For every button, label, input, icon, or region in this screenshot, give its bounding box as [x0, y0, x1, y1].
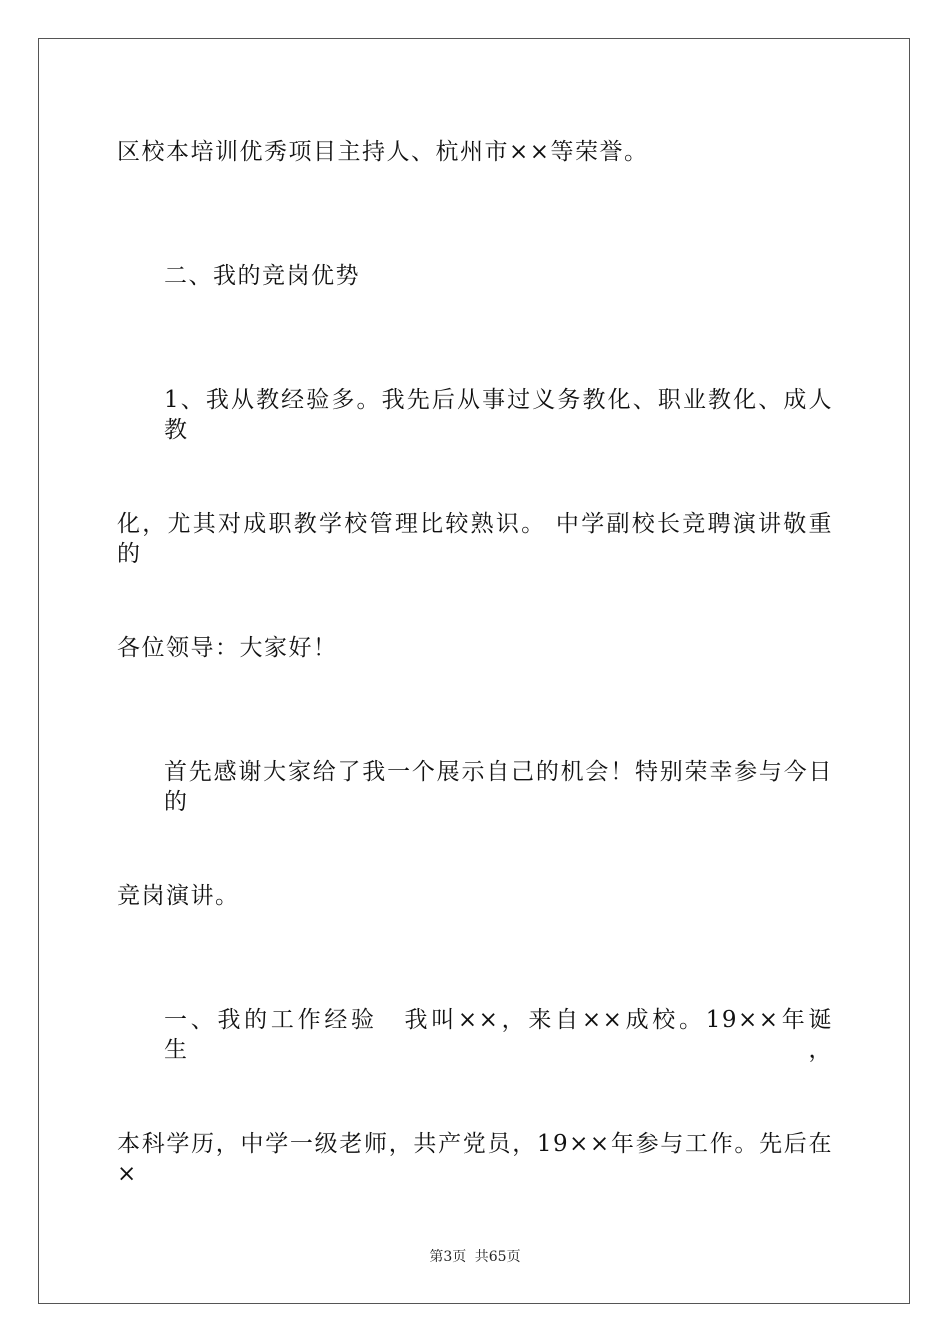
text-line-4: 化，尤其对成职教学校管理比较熟识。 中学副校长竞聘演讲敬重的 — [117, 511, 833, 567]
section-heading-experience: 一、我的工作经验 我叫××，来自××成校。19××年诞生， — [164, 1007, 833, 1063]
text-line-6: 首先感谢大家给了我一个展示自己的机会！特别荣幸参与今日的 — [164, 759, 833, 815]
page-border — [38, 38, 910, 1304]
page-total: 共65页 — [474, 1249, 521, 1265]
text-line-9: 本科学历，中学一级老师，共产党员，19××年参与工作。先后在× — [117, 1131, 833, 1187]
page-number: 第3页 — [429, 1249, 467, 1265]
text-line-7: 竞岗演讲。 — [117, 883, 240, 909]
text-line-3: 1、我从教经验多。我先后从事过义务教化、职业教化、成人教 — [164, 387, 833, 443]
page-footer — [0, 1248, 950, 1266]
greeting-line: 各位领导：大家好！ — [117, 635, 338, 661]
section-heading-advantages: 二、我的竞岗优势 — [164, 263, 360, 289]
text-line-1: 区校本培训优秀项目主持人、杭州市××等荣誉。 — [117, 139, 649, 165]
